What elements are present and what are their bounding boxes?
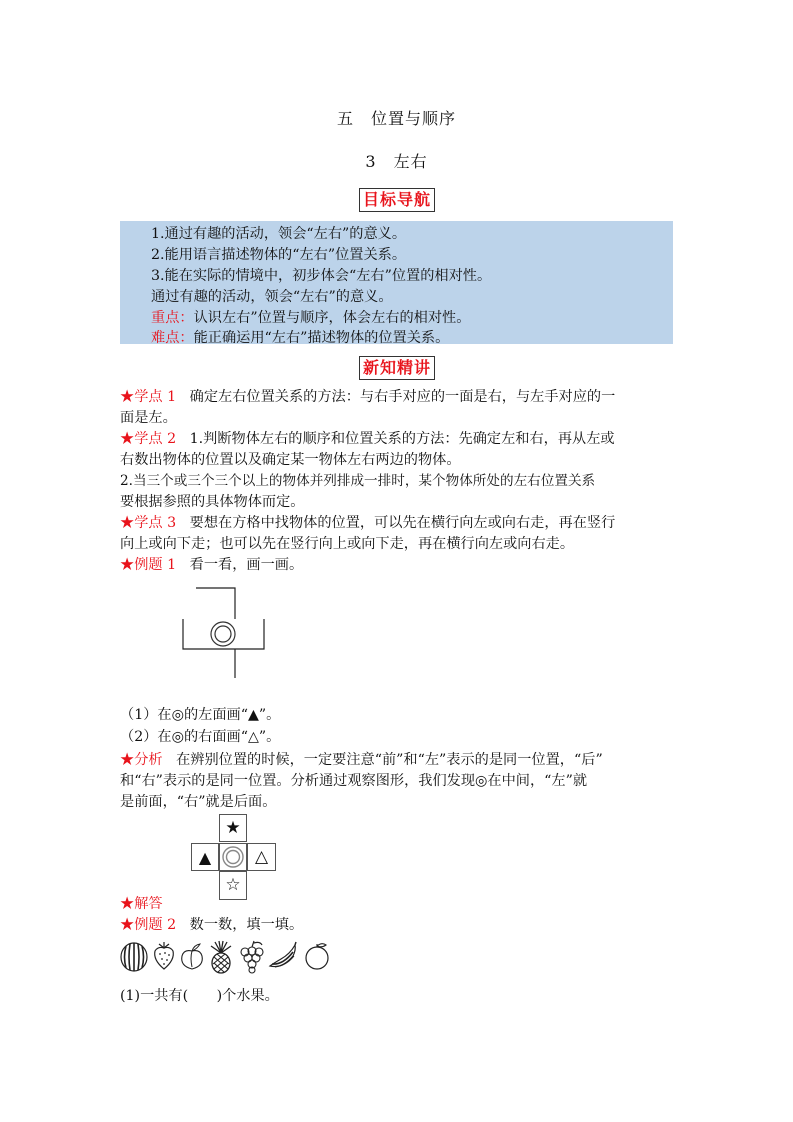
point-3-label: ★学点 3 <box>120 515 177 531</box>
point-2-label: ★学点 2 <box>120 431 177 447</box>
unit-title: 五 位置与顺序 <box>336 109 456 128</box>
key-point-line <box>151 307 470 327</box>
analysis-text-2: 和“右”表示的是同一位置。分析通过观察图形，我们发现◎在中间，“左”就 <box>120 773 588 789</box>
answer-label: ★解答 <box>120 896 163 912</box>
difficult-point-label: 难点： <box>151 330 194 346</box>
point-3-text-2: 向上或向下走；也可以先在竖行向上或向下走，再在横行向左或向右走。 <box>120 536 575 552</box>
goal-line-3: 3.能在实际的情境中，初步体会“左右”位置的相对性。 <box>151 268 492 284</box>
grid-cell-top: ★ <box>219 814 247 842</box>
lesson-title: 3 左右 <box>365 152 428 171</box>
grid-cell-center <box>219 843 247 871</box>
point-2-text-4: 要根据参照的具体物体而定。 <box>120 494 305 510</box>
point-2-text-3: 2.当三个或三个三个以上的物体并列排成一排时，某个物体所处的左右位置关系 <box>120 473 596 489</box>
point-2 <box>120 429 676 513</box>
point-3-text: 要想在方格中找物体的位置，可以先在横行向左或向右走，再在竖行 <box>189 515 616 531</box>
key-point-label: 重点： <box>151 310 194 326</box>
example-1-text: 看一看，画一画。 <box>189 557 304 573</box>
question-3: (1)一共有( )个水果。 <box>120 988 279 1004</box>
fruit-row <box>118 940 338 974</box>
example-1-label: ★例题 1 <box>120 557 177 573</box>
difficult-point-line <box>151 327 449 347</box>
grid-cell-bottom: ☆ <box>219 871 247 900</box>
point-2-text-2: 右数出物体的位置以及确定某一物体左右两边的物体。 <box>120 452 461 468</box>
pineapple-icon <box>206 940 236 974</box>
question-1: （1）在◎的左面画“▲”。 <box>120 707 281 723</box>
goal-line-4: 通过有趣的活动，领会“左右”的意义。 <box>151 289 393 305</box>
grid-cell-left: ▲ <box>191 843 219 871</box>
analysis-text-3: 是前面，“右”就是后面。 <box>120 794 277 810</box>
question-2: （2）在◎的右面画“△”。 <box>120 729 281 745</box>
analysis <box>120 750 676 813</box>
example-2-label: ★例题 2 <box>120 917 177 933</box>
point-1-text-2: 面是左。 <box>120 410 177 426</box>
point-2-text: 1.判断物体左右的顺序和位置关系的方法：先确定左和右，再从左或 <box>189 431 615 447</box>
grid-cell-right: △ <box>247 843 276 871</box>
watermelon-icon <box>118 940 150 972</box>
banana-icon <box>266 940 300 972</box>
goal-box <box>120 221 673 344</box>
point-1 <box>120 387 676 429</box>
example-1-figure <box>180 586 270 678</box>
double-circle-icon <box>220 844 246 870</box>
knowledge-heading: 新知精讲 <box>359 356 435 380</box>
difficult-point-text: 能正确运用“左右”描述物体的位置关系。 <box>193 330 450 346</box>
strawberry-icon <box>150 940 178 972</box>
goal-line-2: 2.能用语言描述物体的“左右”位置关系。 <box>151 247 407 263</box>
analysis-text: 在辨别位置的时候，一定要注意“前”和“左”表示的是同一位置，“后” <box>176 752 603 768</box>
key-point-text: 认识左右”位置与顺序，体会左右的相对性。 <box>193 310 471 326</box>
point-1-label: ★学点 1 <box>120 389 177 405</box>
point-3 <box>120 513 676 555</box>
orange-icon <box>302 940 332 972</box>
example-2 <box>120 915 676 936</box>
grapes-icon <box>236 940 266 974</box>
answer-grid <box>191 814 277 900</box>
point-1-text: 确定左右位置关系的方法：与右手对应的一面是右，与左手对应的一 <box>189 389 616 405</box>
analysis-label: ★分析 <box>120 752 163 768</box>
peach-icon <box>178 940 206 972</box>
example-1 <box>120 555 676 576</box>
example-2-text: 数一数，填一填。 <box>189 917 304 933</box>
goal-heading: 目标导航 <box>359 188 435 212</box>
goal-line-1: 1.通过有趣的活动，领会“左右”的意义。 <box>151 226 407 242</box>
